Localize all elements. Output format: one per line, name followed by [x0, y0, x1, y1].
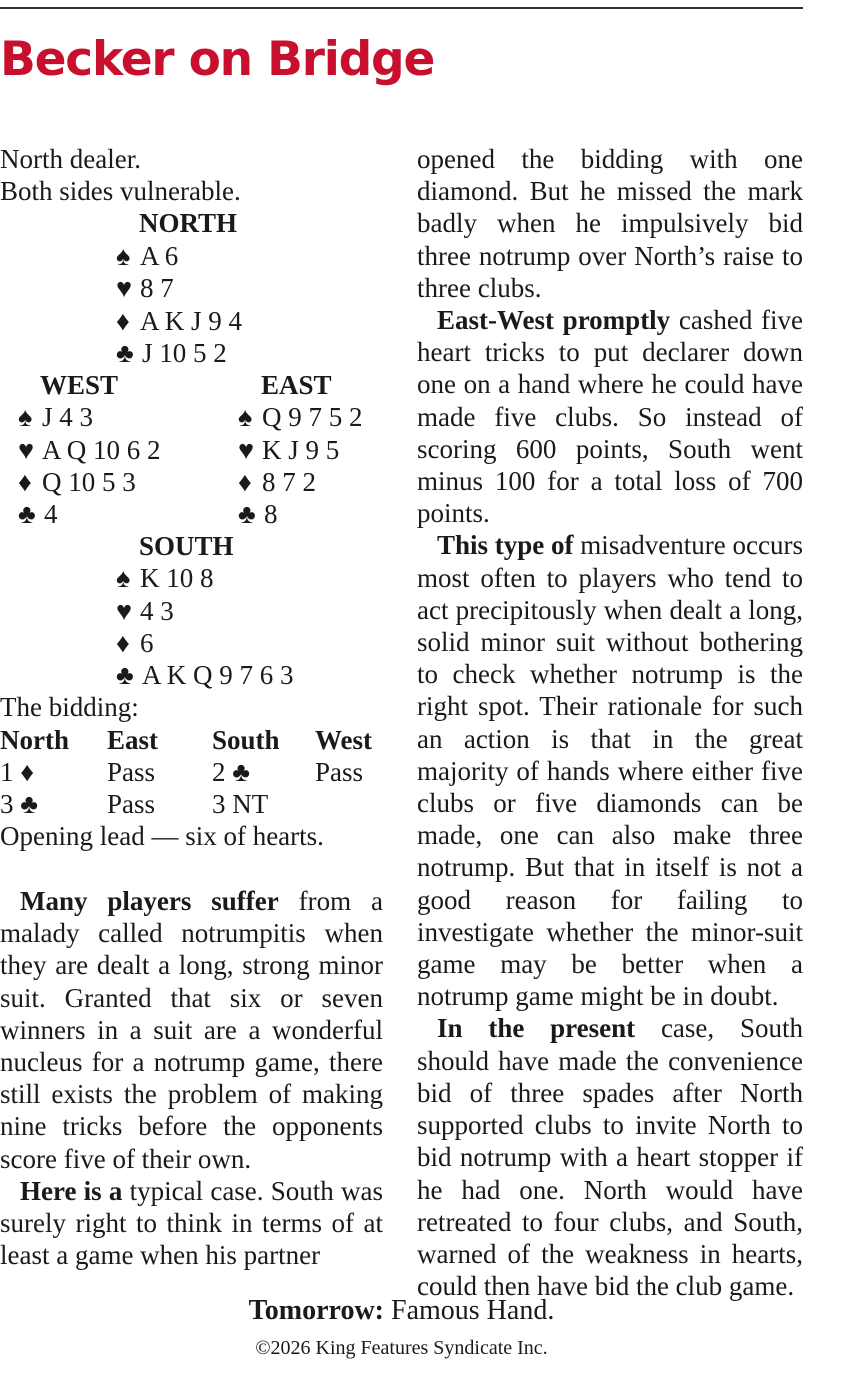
west-diamonds: ♦ Q 10 5 3 [18, 467, 136, 497]
heart-icon: ♥ [116, 596, 133, 626]
bidding-header-east: East [107, 725, 159, 755]
dealer-line: North dealer. [0, 144, 141, 174]
diamond-icon: ♦ [116, 628, 130, 658]
bid-cell: 2 ♣ [212, 757, 250, 787]
south-label: SOUTH [139, 531, 234, 561]
spade-icon: ♠ [238, 402, 253, 432]
south-spades: ♠ K 10 8 [116, 563, 214, 593]
north-spades: ♠ A 6 [116, 241, 179, 271]
bid-cell: 1 ♦ [0, 757, 35, 787]
west-spades: ♠ J 4 3 [18, 402, 94, 432]
spade-icon: ♠ [116, 563, 131, 593]
club-icon: ♣ [116, 660, 134, 690]
north-clubs: ♣ J 10 5 2 [116, 338, 227, 368]
bidding-header-south: South [212, 725, 280, 755]
diamond-icon: ♦ [238, 467, 252, 497]
east-label: EAST [261, 370, 332, 400]
heart-icon: ♥ [116, 273, 133, 303]
article-paragraph: Many players suffer from a malady called notrumpitis when they are dealt a long, strong minor suit. Granted that six or seven winners in a suit are a wonderful nucleus for a notrump game, there still exists the problem of making nine tricks before the opponents score five of their own. [0, 886, 383, 1174]
vulnerability-line: Both sides vulnerable. [0, 176, 241, 206]
club-icon: ♣ [116, 338, 134, 368]
copyright: ©2026 King Features Syndicate Inc. [255, 1337, 548, 1359]
north-diamonds: ♦ A K J 9 4 [116, 306, 243, 336]
article-column-right [417, 143, 803, 1302]
bidding-header-west: West [315, 725, 372, 755]
club-icon: ♣ [18, 499, 36, 529]
south-hearts: ♥ 4 3 [116, 596, 174, 626]
bid-cell: 3 NT [212, 789, 269, 819]
north-hearts: ♥ 8 7 [116, 273, 174, 303]
west-clubs: ♣ 4 [18, 499, 58, 529]
spade-icon: ♠ [18, 402, 33, 432]
article-paragraph: This type of misadventure occurs most often to players who tend to act precipitously when dealt a long, solid minor suit without bothering to check whether notrump is the right spot. Their rationale for such an action is that in the great majority of hands where either five clubs or five diamonds can be made, one can also make three notrump. But that in itself is not a good reason for failing to investigate whether the minor-suit game may be better when a notrump game might be in doubt. [417, 530, 803, 1012]
east-clubs: ♣ 8 [238, 499, 278, 529]
heart-icon: ♥ [18, 435, 35, 465]
west-hearts: ♥ A Q 10 6 2 [18, 435, 161, 465]
bidding-label: The bidding: [0, 692, 139, 722]
opening-lead: Opening lead — six of hearts. [0, 821, 324, 851]
south-clubs: ♣ A K Q 9 7 6 3 [116, 660, 294, 690]
article-paragraph: East-West promptly cashed five heart tricks to put declarer down one on a hand where he could have made five clubs. So instead of scoring 600 points, South went minus 100 for a total loss of 700 points. [417, 305, 803, 529]
east-spades: ♠ Q 9 7 5 2 [238, 402, 363, 432]
bid-cell: 3 ♣ [0, 789, 38, 819]
article-paragraph-continued: opened the bidding with one diamond. But he missed the mark badly when he impulsively bid three notrump over North’s raise to three clubs. [417, 144, 803, 303]
south-diamonds: ♦ 6 [116, 628, 154, 658]
column-title: Becker on Bridge [0, 32, 435, 87]
article-paragraph: Here is a typical case. South was surely right to think in terms of at least a game when his partner [0, 1175, 383, 1271]
east-diamonds: ♦ 8 7 2 [238, 467, 316, 497]
diamond-icon: ♦ [116, 306, 130, 336]
west-label: WEST [40, 370, 119, 400]
top-rule [0, 7, 803, 9]
bid-cell: Pass [107, 789, 156, 819]
bid-cell: Pass [315, 757, 364, 787]
bid-cell: Pass [107, 757, 156, 787]
article-paragraph: In the present case, South should have made the convenience bid of three spades after North supported clubs to invite North to bid notrump with a heart stopper if he had one. North would have retreated to four clubs, and South, warned of the weakness in hearts, could then have bid the club game. [417, 1013, 803, 1302]
bidding-header-north: North [0, 725, 69, 755]
spade-icon: ♠ [116, 241, 131, 271]
tomorrow-line: Tomorrow: Famous Hand. [248, 1295, 555, 1326]
diamond-icon: ♦ [18, 467, 32, 497]
club-icon: ♣ [238, 499, 256, 529]
north-label: NORTH [139, 208, 238, 238]
east-hearts: ♥ K J 9 5 [238, 435, 340, 465]
article-column-left [0, 885, 383, 1271]
heart-icon: ♥ [238, 435, 255, 465]
